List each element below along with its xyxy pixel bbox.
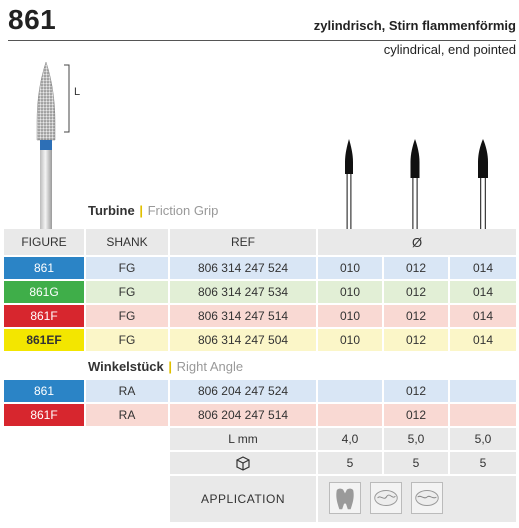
row-diameter: 014 — [450, 257, 516, 279]
length-value: 5,0 — [384, 428, 448, 450]
row-ref: 806 204 247 514 — [170, 404, 316, 426]
row-diameter: 010 — [318, 257, 382, 279]
package-icon — [235, 455, 251, 471]
package-value: 5 — [450, 452, 516, 474]
row-diameter: 014 — [450, 305, 516, 327]
row-diameter: 014 — [450, 281, 516, 303]
row-diameter: 010 — [318, 281, 382, 303]
row-diameter: 012 — [384, 257, 448, 279]
description-german: zylindrisch, Stirn flammenförmig — [313, 18, 516, 33]
package-value: 5 — [318, 452, 382, 474]
row-diameter: 014 — [450, 329, 516, 351]
row-diameter: 012 — [384, 281, 448, 303]
row-diameter: 010 — [318, 305, 382, 327]
row-shank: RA — [86, 380, 168, 402]
row-figure: 861 — [4, 380, 84, 402]
row-shank: RA — [86, 404, 168, 426]
title-divider — [8, 40, 516, 41]
row-diameter: 012 — [384, 380, 448, 402]
section-angle-de: Winkelstück — [88, 359, 164, 374]
header-figure: FIGURE — [4, 229, 84, 255]
length-value: 5,0 — [450, 428, 516, 450]
row-figure: 861F — [4, 404, 84, 426]
row-ref: 806 314 247 514 — [170, 305, 316, 327]
package-row-label — [170, 452, 316, 474]
section-turbine-en: Friction Grip — [147, 203, 219, 218]
application-label: APPLICATION — [170, 476, 316, 522]
row-shank: FG — [86, 281, 168, 303]
row-figure: 861EF — [4, 329, 84, 351]
row-figure: 861G — [4, 281, 84, 303]
row-shank: FG — [86, 329, 168, 351]
row-diameter — [318, 404, 382, 426]
length-label: L — [74, 86, 81, 98]
row-figure: 861F — [4, 305, 84, 327]
section-separator: | — [139, 203, 143, 218]
row-diameter: 012 — [384, 305, 448, 327]
header-ref: REF — [170, 229, 316, 255]
row-diameter: 010 — [318, 329, 382, 351]
header-diameter: Ø — [318, 229, 516, 255]
row-shank: FG — [86, 257, 168, 279]
silhouette-012 — [406, 138, 424, 230]
section-turbine-de: Turbine — [88, 203, 135, 218]
row-diameter — [450, 380, 516, 402]
row-shank: FG — [86, 305, 168, 327]
row-ref: 806 204 247 524 — [170, 380, 316, 402]
length-value: 4,0 — [318, 428, 382, 450]
header-shank: SHANK — [86, 229, 168, 255]
silhouette-010 — [340, 138, 358, 230]
row-diameter — [318, 380, 382, 402]
silhouette-014 — [474, 138, 492, 230]
row-ref: 806 314 247 534 — [170, 281, 316, 303]
crown-preparation-icon — [411, 482, 443, 514]
row-diameter: 012 — [384, 404, 448, 426]
row-ref: 806 314 247 524 — [170, 257, 316, 279]
tooth-cavity-icon — [329, 482, 361, 514]
row-ref: 806 314 247 504 — [170, 329, 316, 351]
length-row-label: L mm — [170, 428, 316, 450]
description-english: cylindrical, end pointed — [383, 42, 516, 57]
crown-preparation-icon — [370, 482, 402, 514]
section-separator: | — [168, 359, 173, 374]
section-right-angle — [88, 359, 243, 374]
row-diameter: 012 — [384, 329, 448, 351]
length-bracket — [62, 64, 92, 134]
section-turbine — [88, 203, 218, 218]
bur-image — [26, 60, 66, 230]
section-angle-en: Right Angle — [176, 359, 244, 374]
row-diameter — [450, 404, 516, 426]
package-value: 5 — [384, 452, 448, 474]
row-figure: 861 — [4, 257, 84, 279]
product-title: 861 — [8, 4, 57, 35]
